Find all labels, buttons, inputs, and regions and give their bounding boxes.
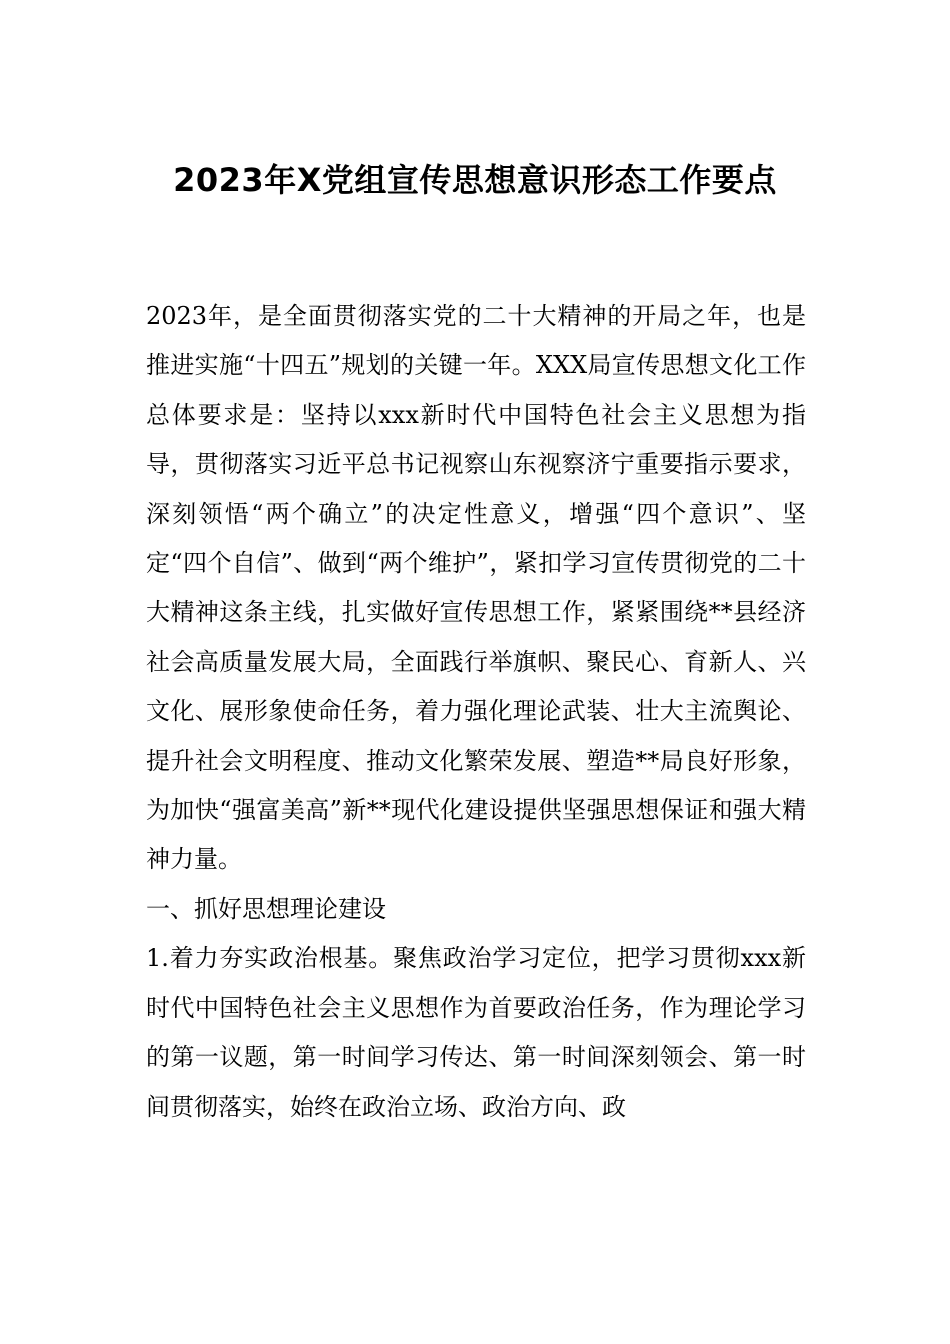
intro-paragraph: 2023年，是全面贯彻落实党的二十大精神的开局之年，也是推进实施“十四五”规划的关键一年。XXX局宣传思想文化工作总体要求是：坚持以xxx新时代中国特色社会主义思想为指导，贯彻落实习近平总书记视察山东视察济宁重要指示要求，深刻领悟“两个确立”的决定性意义，增强“四个意识”、坚定“四个自信”、做到“两个维护”，紧扣学习宣传贯彻党的二十大精神这条主线，扎实做好宣传思想工作，紧紧围绕**县经济社会高质量发展大局，全面践行举旗帜、聚民心、育新人、兴文化、展形象使命任务，着力强化理论武装、壮大主流舆论、提升社会文明程度、推动文化繁荣发展、塑造**局良好形象，为加快“强富美高”新**现代化建设提供坚强思想保证和强大精神力量。 — [146, 302, 806, 874]
item-paragraph-1: 1.着力夯实政治根基。聚焦政治学习定位，把学习贯彻xxx新时代中国特色社会主义思想作为首要政治任务，作为理论学习的第一议题，第一时间学习传达、第一时间深刻领会、第一时间贯彻落实，始终在政治立场、政治方向、政 — [146, 944, 806, 1121]
document-title: 2023年X党组宣传思想意识形态工作要点 — [173, 161, 777, 199]
document-body — [146, 292, 806, 1132]
section-heading-1: 一、抓好思想理论建设 — [146, 894, 386, 923]
